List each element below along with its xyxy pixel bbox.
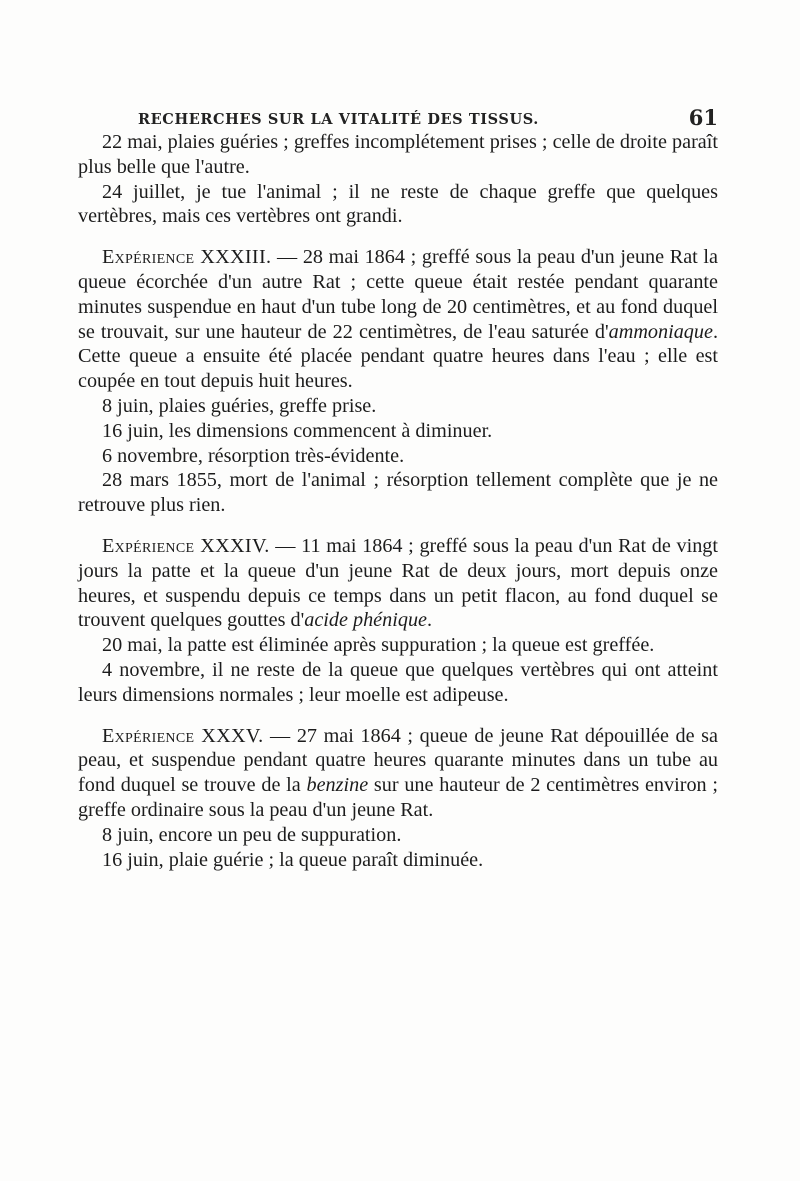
paragraph: 28 mars 1855, mort de l'animal ; résorption tellement complète que je ne retrouve plus rien. (78, 469, 718, 517)
body-text (78, 130, 718, 872)
running-title: RECHERCHES SUR LA VITALITÉ DES TISSUS. (138, 111, 539, 128)
experiment-heading: Expérience XXXV. (102, 724, 264, 747)
paragraph: 20 mai, la patte est éliminée après suppuration ; la queue est greffée. (102, 634, 655, 657)
paragraph: 4 novembre, il ne reste de la queue que quelques vertèbres qui ont atteint leurs dimensions normales ; leur moelle est adipeuse. (78, 658, 718, 706)
paragraph: 24 juillet, je tue l'animal ; il ne reste de chaque greffe que quelques vertèbres, mais ces vertèbres ont grandi. (78, 180, 718, 228)
page-number: 61 (688, 105, 718, 130)
paragraph: 16 juin, plaie guérie ; la queue paraît diminuée. (102, 848, 484, 871)
experiment-paragraph: Expérience XXXV. — 27 mai 1864 ; queue de jeune Rat dépouillée de sa peau, et suspendue pendant quatre heures quarante minutes dans un tube au fond duquel se trouve de la benzine sur une hauteur de 2 centimètres environ ; greffe ordinaire sous la peau d'un jeune Rat. (78, 724, 718, 821)
paragraph: 16 juin, les dimensions commencent à diminuer. (102, 419, 493, 442)
experiment-heading: Expérience XXXIII. (102, 246, 272, 269)
paragraph: 6 novembre, résorption très-évidente. (102, 444, 405, 467)
experiment-paragraph: Expérience XXXIII. — 28 mai 1864 ; greffé sous la peau d'un jeune Rat la queue écorchée d'un autre Rat ; cette queue était restée pendant quarante minutes suspendue en haut d'un tube long de 20 centimètres, et au fond duquel se trouvait, sur une hauteur de 22 centimètres, de l'eau saturée d'ammoniaque. Cette queue a ensuite été placée pendant quatre heures dans l'eau ; elle est coupée en tout depuis huit heures. (78, 246, 719, 393)
experiment-paragraph: Expérience XXXIV. — 11 mai 1864 ; greffé sous la peau d'un Rat de vingt jours la patte et la queue d'un jeune Rat de deux jours, mort depuis onze heures, et suspendu depuis ce temps dans un petit flacon, au fond duquel se trouvent quelques gouttes d'acide phénique. (78, 534, 718, 632)
paragraph: 22 mai, plaies guéries ; greffes incomplétement prises ; celle de droite paraît plus belle que l'autre. (78, 131, 718, 178)
running-head (78, 105, 718, 133)
paragraph: 8 juin, plaies guéries, greffe prise. (102, 394, 377, 417)
paragraph: 8 juin, encore un peu de suppuration. (102, 823, 402, 846)
experiment-heading: Expérience XXXIV. (102, 534, 270, 557)
